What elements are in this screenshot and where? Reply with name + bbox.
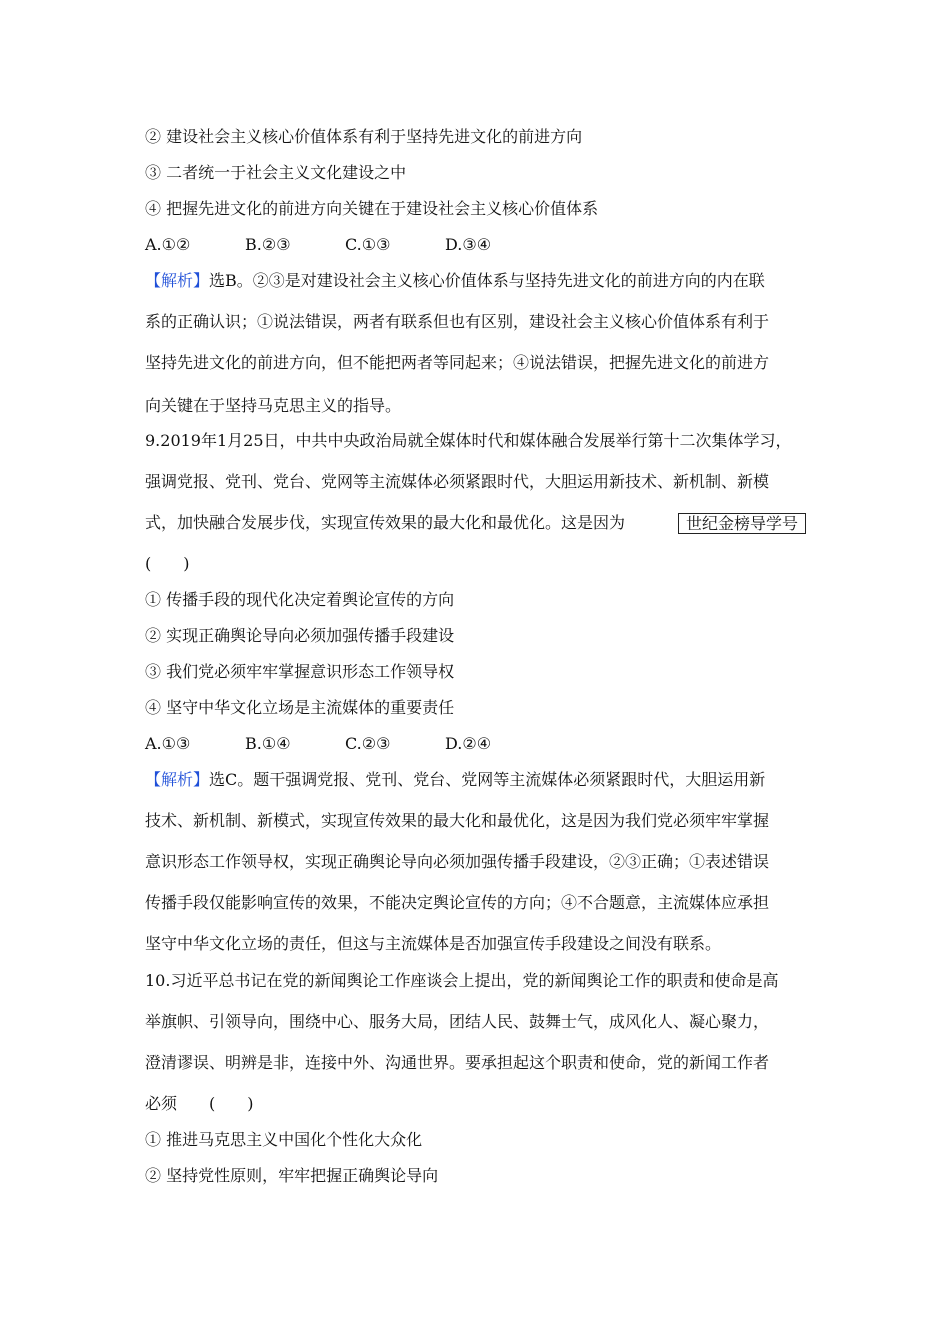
q9-choice-d: D.②④ (445, 734, 492, 753)
source-stamp: 世纪金榜导学号 (678, 513, 806, 534)
q8-option-2: ② 建设社会主义核心价值体系有利于坚持先进文化的前进方向 (145, 127, 583, 146)
q8-choice-d: D.③④ (445, 235, 492, 254)
q9-answer-brackets: ( ) (145, 554, 190, 573)
q8-choices (145, 235, 825, 255)
q8-choice-b: B.②③ (245, 235, 291, 254)
q9-option-1: ① 传播手段的现代化决定着舆论宣传的方向 (145, 590, 455, 609)
q10-stem-line-3: 澄清谬误、明辨是非，连接中外、沟通世界。要承担起这个职责和使命，党的新闻工作者 (145, 1053, 770, 1072)
q9-analysis-line-3: 意识形态工作领导权，实现正确舆论导向必须加强传播手段建设，②③正确；①表述错误 (145, 852, 770, 871)
q8-analysis-line-2: 系的正确认识；①说法错误，两者有联系但也有区别，建设社会主义核心价值体系有利于 (145, 312, 770, 331)
q8-option-4: ④ 把握先进文化的前进方向关键在于建设社会主义核心价值体系 (145, 199, 599, 218)
q9-choices (145, 734, 825, 754)
q10-stem-line-1: 10.习近平总书记在党的新闻舆论工作座谈会上提出，党的新闻舆论工作的职责和使命是高 (145, 971, 779, 990)
q10-stem-line-4: 必须 ( ) (145, 1094, 254, 1113)
q9-analysis-line-5: 坚守中华文化立场的责任，但这与主流媒体是否加强宣传手段建设之间没有联系。 (145, 934, 722, 953)
q9-analysis-line-1 (145, 770, 825, 790)
q9-analysis-line-2: 技术、新机制、新模式，实现宣传效果的最大化和最优化，这是因为我们党必须牢牢掌握 (145, 811, 770, 830)
q10-option-2: ② 坚持党性原则，牢牢把握正确舆论导向 (145, 1166, 439, 1185)
q8-option-3: ③ 二者统一于社会主义文化建设之中 (145, 163, 407, 182)
q9-option-3: ③ 我们党必须牢牢掌握意识形态工作领导权 (145, 662, 455, 681)
q9-choice-b: B.①④ (245, 734, 291, 753)
q9-choice-a: A.①③ (145, 734, 191, 753)
q10-stem-line-2: 举旗帜、引领导向，围绕中心、服务大局，团结人民、鼓舞士气，成风化人、凝心聚力， (145, 1012, 770, 1031)
q10-option-1: ① 推进马克思主义中国化个性化大众化 (145, 1130, 423, 1149)
q9-stem-line-2: 强调党报、党刊、党台、党网等主流媒体必须紧跟时代，大胆运用新技术、新机制、新模 (145, 472, 770, 491)
q9-option-2: ② 实现正确舆论导向必须加强传播手段建设 (145, 626, 455, 645)
q8-choice-a: A.①② (145, 235, 191, 254)
q8-analysis-line-1 (145, 271, 825, 291)
q9-choice-c: C.②③ (345, 734, 391, 753)
q8-analysis-line-4: 向关键在于坚持马克思主义的指导。 (145, 396, 402, 415)
q8-analysis-tag: 【解析】 (145, 271, 210, 290)
q9-analysis-text-1: 选C。题干强调党报、党刊、党台、党网等主流媒体必须紧跟时代，大胆运用新 (209, 770, 766, 789)
q9-stem-line-1: 9.2019年1月25日，中共中央政治局就全媒体时代和媒体融合发展举行第十二次集体学习， (145, 431, 792, 450)
q9-stem-line-3: 式，加快融合发展步伐，实现宣传效果的最大化和最优化。这是因为 (145, 513, 626, 532)
q8-choice-c: C.①③ (345, 235, 391, 254)
q8-analysis-text-1: 选B。②③是对建设社会主义核心价值体系与坚持先进文化的前进方向的内在联 (209, 271, 765, 290)
q8-analysis-line-3: 坚持先进文化的前进方向，但不能把两者等同起来；④说法错误，把握先进文化的前进方 (145, 353, 770, 372)
q9-option-4: ④ 坚守中华文化立场是主流媒体的重要责任 (145, 698, 455, 717)
q9-analysis-line-4: 传播手段仅能影响宣传的效果，不能决定舆论宣传的方向；④不合题意，主流媒体应承担 (145, 893, 770, 912)
q9-analysis-tag: 【解析】 (145, 770, 210, 789)
